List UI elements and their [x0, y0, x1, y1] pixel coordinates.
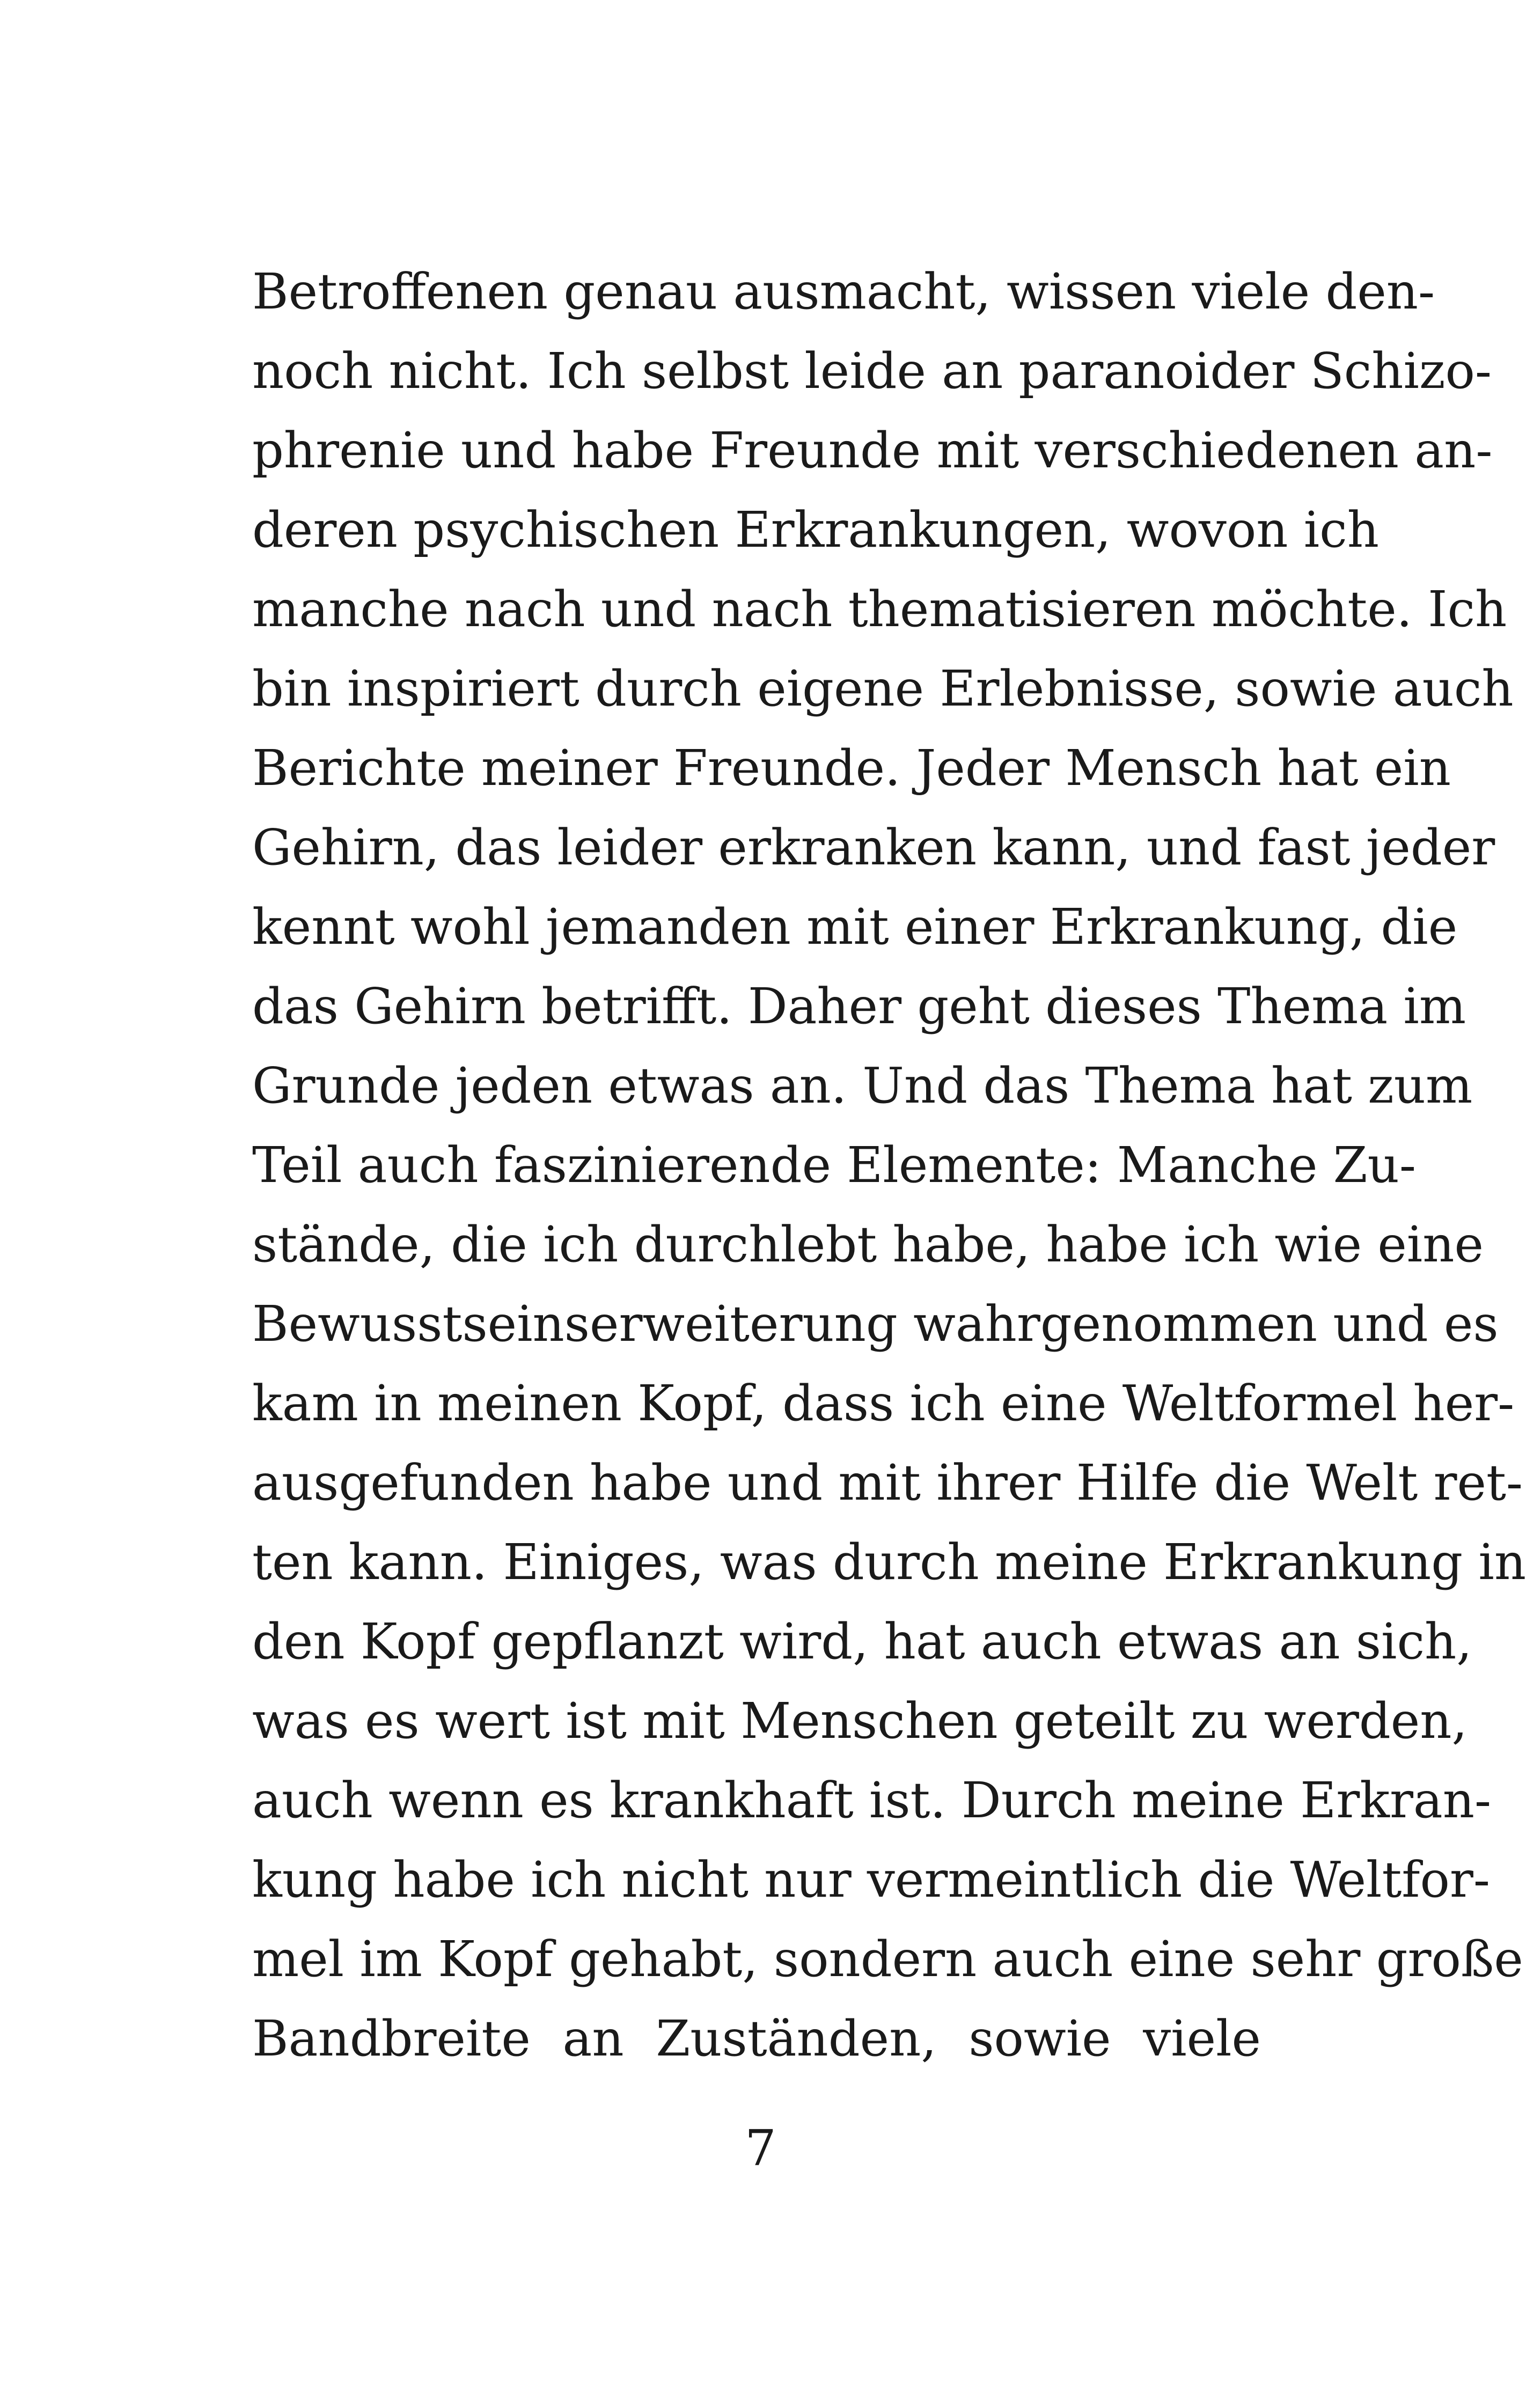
- text-line: bin inspiriert durch eigene Erlebnisse, sowie auch: [252, 660, 1514, 717]
- text-line: kennt wohl jemanden mit einer Erkrankung, die: [252, 898, 1458, 956]
- text-line: Bewusstseinserweiterung wahrgenommen und es: [252, 1295, 1499, 1353]
- text-line: das Gehirn betrifft. Daher geht dieses Thema im: [252, 978, 1466, 1035]
- page-number: 7: [745, 2119, 776, 2177]
- text-line: was es wert ist mit Menschen geteilt zu werden,: [252, 1692, 1468, 1750]
- text-line: manche nach und nach thematisieren möchte. Ich: [252, 581, 1507, 638]
- text-line: deren psychischen Erkrankungen, wovon ich: [252, 501, 1379, 559]
- text-line: Gehirn, das leider erkranken kann, und fast jeder: [252, 819, 1495, 876]
- text-line: ten kann. Einiges, was durch meine Erkrankung in: [252, 1533, 1526, 1591]
- text-line: stände, die ich durchlebt habe, habe ich wie eine: [252, 1216, 1484, 1273]
- text-line: phrenie und habe Freunde mit verschiedenen an-: [252, 422, 1493, 479]
- text-line: Grunde jeden etwas an. Und das Thema hat zum: [252, 1057, 1473, 1114]
- text-line: Betroffenen genau ausmacht, wissen viele den-: [252, 263, 1435, 320]
- text-line: den Kopf gepflanzt wird, hat auch etwas an sich,: [252, 1613, 1472, 1670]
- text-line: auch wenn es krankhaft ist. Durch meine Erkran-: [252, 1772, 1492, 1829]
- text-line: kung habe ich nicht nur vermeintlich die Weltfor-: [252, 1851, 1490, 1908]
- text-line: Bandbreite an Zuständen, sowie viele: [252, 2010, 1261, 2067]
- text-line: Berichte meiner Freunde. Jeder Mensch hat ein: [252, 739, 1451, 797]
- text-line: mel im Kopf gehabt, sondern auch eine sehr große: [252, 1930, 1523, 1988]
- text-line: noch nicht. Ich selbst leide an paranoider Schizo-: [252, 342, 1492, 400]
- body-text: [252, 252, 1526, 2079]
- text-line: ausgefunden habe und mit ihrer Hilfe die Welt ret-: [252, 1454, 1523, 1511]
- text-line: Teil auch faszinierende Elemente: Manche Zu-: [252, 1136, 1416, 1194]
- text-line: kam in meinen Kopf, dass ich eine Weltformel her-: [252, 1375, 1515, 1432]
